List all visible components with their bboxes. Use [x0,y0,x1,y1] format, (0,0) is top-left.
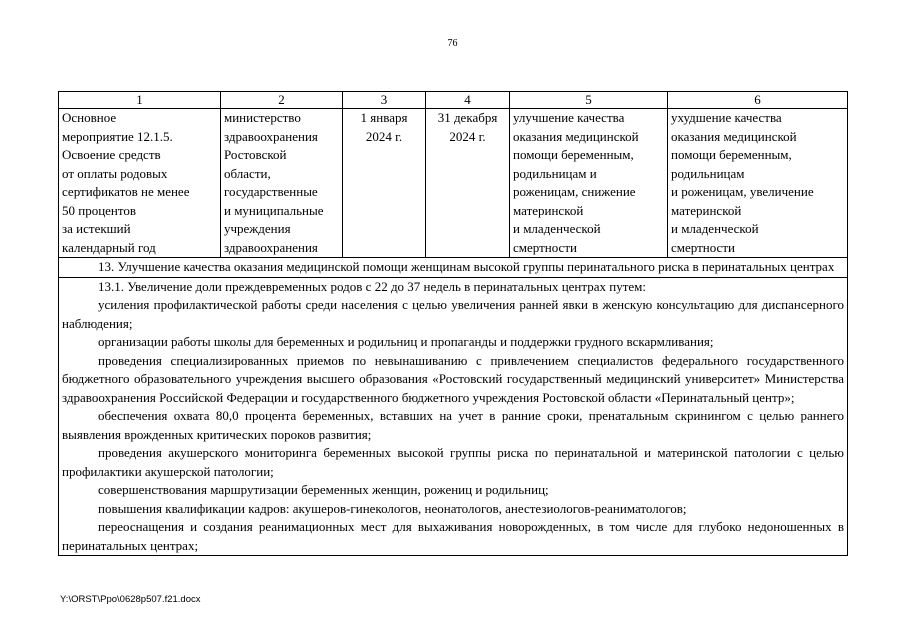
measures-table [58,91,848,556]
section-13-1-row [59,277,848,556]
paragraph: проведения акушерского мониторинга беременных высокой группы риска по перинатальной и материнской патологии с целью профилактики акушерской патологии; [62,445,844,479]
start-date-cell: 1 января 2024 г. [343,109,426,258]
section-13-heading: 13. Улучшение качества оказания медицинской помощи женщинам высокой группы перинатального риска в перинатальных центрах [59,258,848,278]
table-header-row [59,92,848,109]
paragraph: организации работы школы для беременных и родильниц и пропаганды и поддержки грудного вскармливания; [98,334,714,349]
paragraph: повышения квалификации кадров: акушеров-гинекологов, неонатологов, анестезиологов-реаниматологов; [98,500,687,516]
header-cell-4: 4 [426,92,510,109]
section-13-1-text [59,277,848,556]
header-cell-5: 5 [510,92,668,109]
table-row [59,109,848,258]
paragraph: обеспечения охвата 80,0 процента беременных, вставших на учет в ранние сроки, пренатальным скринингом с целью раннего выявления врожденных критических пороков развития; [62,408,844,442]
executor-cell: министерство здравоохранения Ростовской области, государственные и муниципальные учреждения здравоохранения [221,109,343,258]
paragraph: проведения специализированных приемов по невынашиванию с привлечением специалистов федерального государственного бюджетного образовательного учреждения высшего образования «Ростовский государственный медицинский университет» Министерства здравоохранения Российской Федерации и государственного бюджетного учреждения Ростовской области «Перинатальный центр»; [62,352,844,405]
header-cell-1: 1 [59,92,221,109]
file-path-footer: Y:\ORST\Ppo\0628p507.f21.docx [60,594,201,605]
paragraph: переоснащения и создания реанимационных мест для выхаживания новорожденных, в том числе для глубоко недоношенных в перинатальных центрах; [62,519,844,553]
page-number: 76 [447,38,458,49]
measure-name-cell: Основное мероприятие 12.1.5. Освоение средств от оплаты родовых сертификатов не менее 50 процентов за истекший календарный год [59,109,221,258]
section-13-row [59,258,848,278]
paragraph: усиления профилактической работы среди населения с целью увеличения ранней явки в женскую консультацию для диспансерного наблюдения; [62,297,844,331]
header-cell-6: 6 [668,92,848,109]
header-cell-2: 2 [221,92,343,109]
paragraph: 13.1. Увеличение доли преждевременных родов с 22 до 37 недель в перинатальных центрах путем: [98,278,646,294]
consequences-cell: ухудшение качества оказания медицинской помощи беременным, родильницам и роженицам, увеличение материнской и младенческой смертности [668,109,848,258]
end-date-cell: 31 декабря 2024 г. [426,109,510,258]
expected-result-cell: улучшение качества оказания медицинской помощи беременным, родильницам и роженицам, снижение материнской и младенческой смертности [510,109,668,258]
paragraph: совершенствования маршрутизации беременных женщин, рожениц и родильниц; [98,482,549,497]
header-cell-3: 3 [343,92,426,109]
